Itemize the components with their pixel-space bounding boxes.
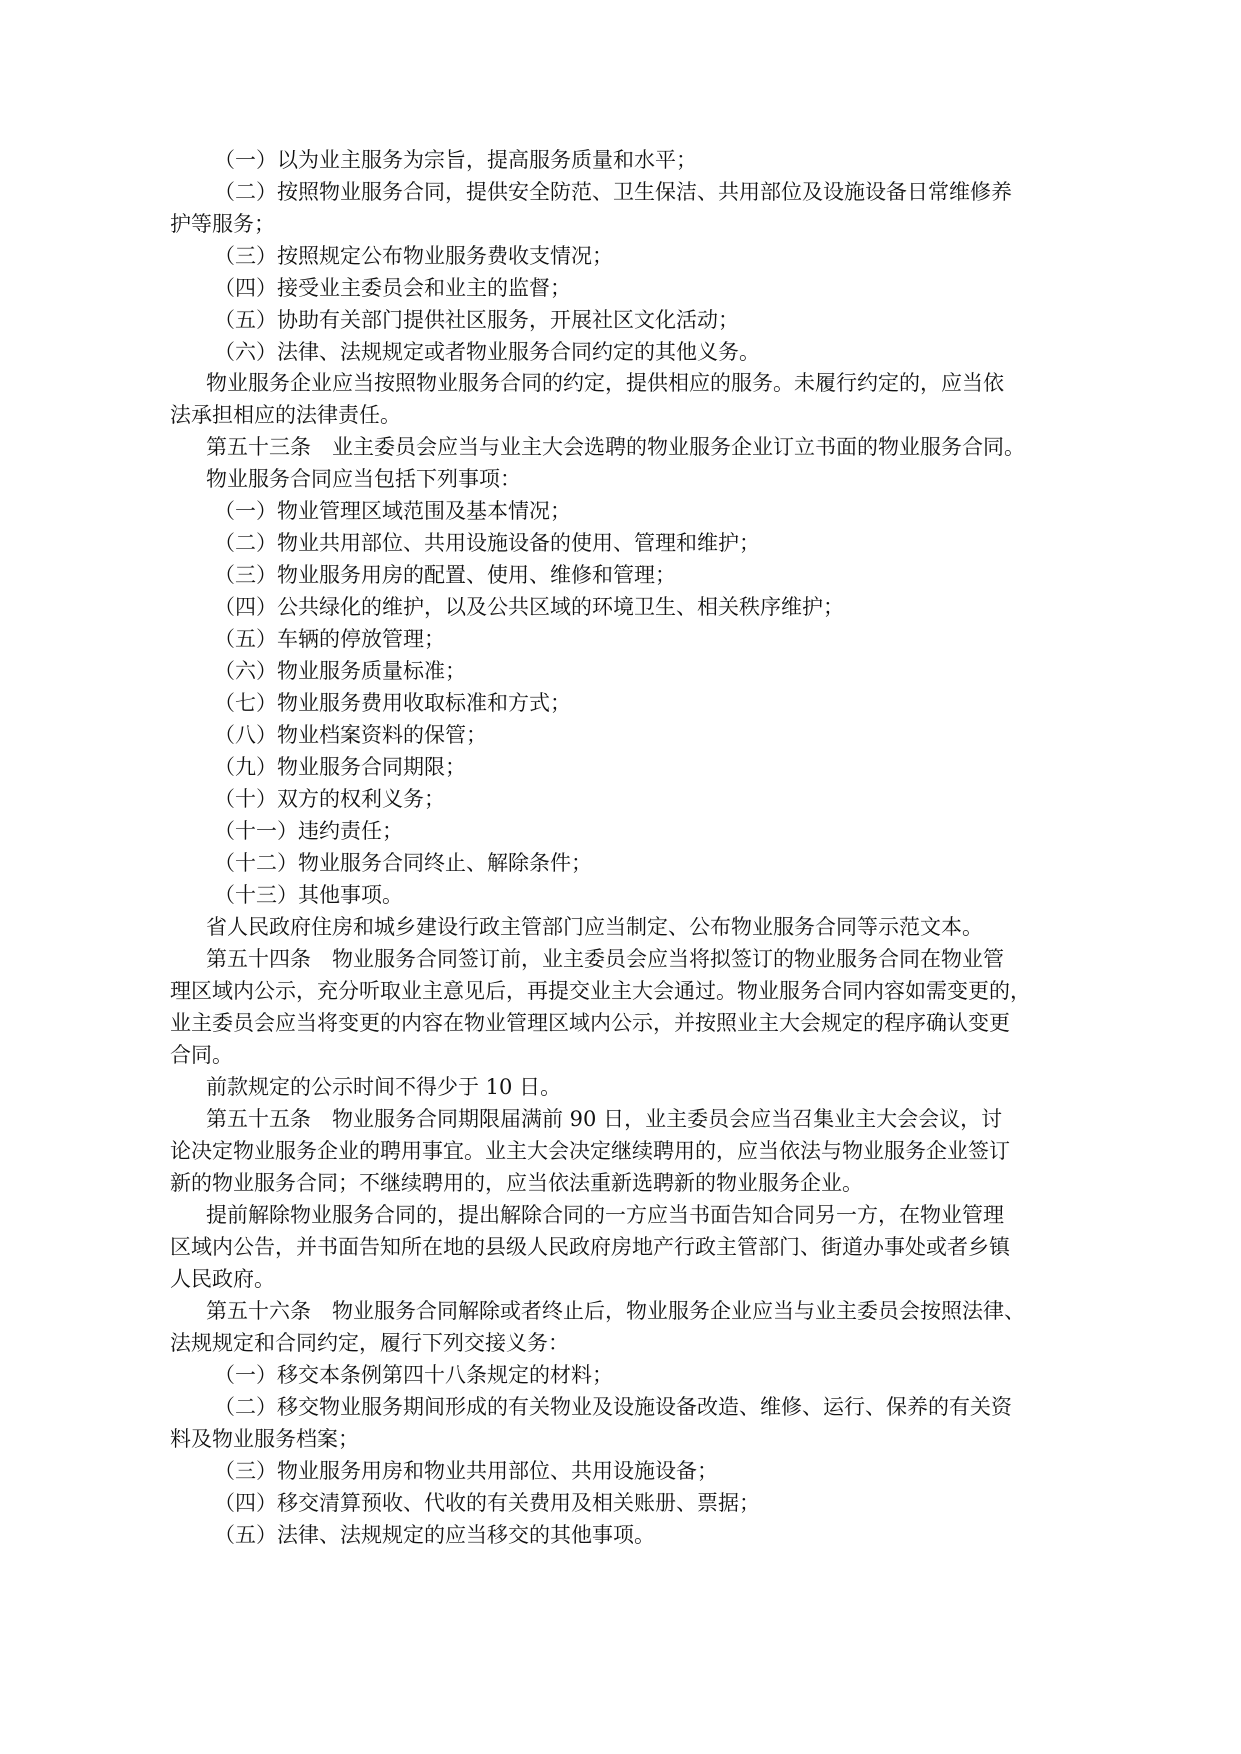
text-line: 法承担相应的法律责任。 bbox=[170, 403, 401, 427]
text-line: （八）物业档案资料的保管； bbox=[214, 723, 487, 747]
text-line: 省人民政府住房和城乡建设行政主管部门应当制定、公布物业服务合同等示范文本。 bbox=[206, 915, 983, 939]
text-line: （二）物业共用部位、共用设施设备的使用、管理和维护； bbox=[214, 531, 760, 555]
text-line: （五）法律、法规规定的应当移交的其他事项。 bbox=[214, 1523, 655, 1547]
text-line: 第五十五条 物业服务合同期限届满前 90 日，业主委员会应当召集业主大会会议，讨 bbox=[206, 1107, 1003, 1131]
text-line: 物业服务企业应当按照物业服务合同的约定，提供相应的服务。未履行约定的，应当依 bbox=[206, 371, 1004, 395]
text-line: （四）接受业主委员会和业主的监督； bbox=[214, 276, 571, 300]
text-line: （五）协助有关部门提供社区服务，开展社区文化活动； bbox=[214, 308, 739, 332]
text-line: （四）公共绿化的维护，以及公共区域的环境卫生、相关秩序维护； bbox=[214, 595, 844, 619]
text-line: （十）双方的权利义务； bbox=[214, 787, 445, 811]
text-line: （九）物业服务合同期限； bbox=[214, 755, 466, 779]
text-line: （十二）物业服务合同终止、解除条件； bbox=[214, 851, 592, 875]
text-line: （十一）违约责任； bbox=[214, 819, 403, 843]
text-line: 料及物业服务档案； bbox=[170, 1427, 359, 1451]
text-line: （三）物业服务用房和物业共用部位、共用设施设备； bbox=[214, 1459, 718, 1483]
text-line: （六）物业服务质量标准； bbox=[214, 659, 466, 683]
text-line: （一）以为业主服务为宗旨，提高服务质量和水平； bbox=[214, 148, 697, 172]
text-line: （六）法律、法规规定或者物业服务合同约定的其他义务。 bbox=[214, 340, 760, 364]
text-line: （一）物业管理区域范围及基本情况； bbox=[214, 499, 571, 523]
text-line: 人民政府。 bbox=[170, 1267, 275, 1291]
text-line: （四）移交清算预收、代收的有关费用及相关账册、票据； bbox=[214, 1491, 760, 1515]
text-line: 提前解除物业服务合同的，提出解除合同的一方应当书面告知合同另一方，在物业管理 bbox=[206, 1203, 1004, 1227]
text-line: 第五十三条 业主委员会应当与业主大会选聘的物业服务企业订立书面的物业服务合同。 bbox=[206, 435, 1025, 459]
text-line: 第五十六条 物业服务合同解除或者终止后，物业服务企业应当与业主委员会按照法律、 bbox=[206, 1299, 1025, 1323]
text-line: （三）物业服务用房的配置、使用、维修和管理； bbox=[214, 563, 676, 587]
text-line: 前款规定的公示时间不得少于 10 日。 bbox=[206, 1075, 562, 1099]
text-line: （十三）其他事项。 bbox=[214, 883, 403, 907]
text-line: （五）车辆的停放管理； bbox=[214, 627, 445, 651]
text-line: 第五十四条 物业服务合同签订前，业主委员会应当将拟签订的物业服务合同在物业管 bbox=[206, 947, 1004, 971]
text-line: 理区域内公示，充分听取业主意见后，再提交业主大会通过。物业服务合同内容如需变更的， bbox=[170, 979, 1031, 1003]
text-line: 论决定物业服务企业的聘用事宜。业主大会决定继续聘用的，应当依法与物业服务企业签订 bbox=[170, 1139, 1010, 1163]
text-line: 区域内公告，并书面告知所在地的县级人民政府房地产行政主管部门、街道办事处或者乡镇 bbox=[170, 1235, 1010, 1259]
text-line: （一）移交本条例第四十八条规定的材料； bbox=[214, 1363, 613, 1387]
text-line: （二）移交物业服务期间形成的有关物业及设施设备改造、维修、运行、保养的有关资 bbox=[214, 1395, 1012, 1419]
text-line: 法规规定和合同约定，履行下列交接义务： bbox=[170, 1331, 569, 1355]
text-line: 业主委员会应当将变更的内容在物业管理区域内公示，并按照业主大会规定的程序确认变更 bbox=[170, 1011, 1010, 1035]
text-line: 合同。 bbox=[170, 1043, 233, 1067]
text-line: （三）按照规定公布物业服务费收支情况； bbox=[214, 244, 613, 268]
text-line: 护等服务； bbox=[170, 212, 275, 236]
text-line: 新的物业服务合同；不继续聘用的，应当依法重新选聘新的物业服务企业。 bbox=[170, 1171, 863, 1195]
text-line: （二）按照物业服务合同，提供安全防范、卫生保洁、共用部位及设施设备日常维修养 bbox=[214, 180, 1012, 204]
text-line: 物业服务合同应当包括下列事项： bbox=[206, 467, 521, 491]
text-line: （七）物业服务费用收取标准和方式； bbox=[214, 691, 571, 715]
